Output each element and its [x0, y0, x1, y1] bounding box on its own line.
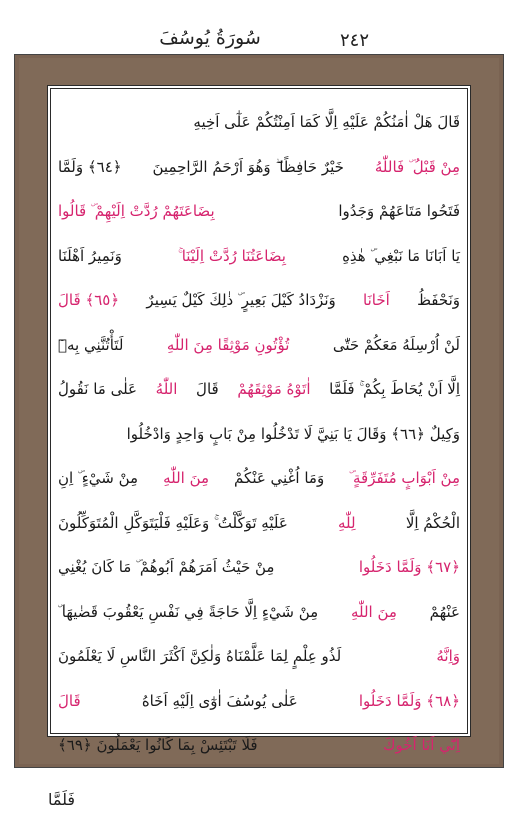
highlighted-text-segment: ﴿٦٧﴾ وَلَمَّا دَخَلُوا [358, 558, 460, 576]
text-line [58, 189, 460, 234]
text-segment: مِنْ شَيْءٍ ۜ اِنِ [58, 469, 139, 487]
text-segment: فَتَحُوا مَتَاعَهُمْ وَجَدُوا [338, 202, 460, 220]
text-segment: لَنْ اُرْسِلَهُ مَعَكُمْ حَتّٰى [332, 335, 460, 354]
text-line [58, 278, 460, 323]
highlighted-text-segment: بِضَاعَتُنَا رُدَّتْ اِلَيْنَا ۚ [177, 246, 286, 265]
text-segment: عَنْهُمْ [429, 602, 460, 621]
highlighted-text-segment: اللّٰهُ [155, 380, 178, 398]
text-line [58, 634, 460, 679]
text-line [58, 100, 460, 145]
text-segment: لَذُو عِلْمٍ لِمَا عَلَّمْنَاهُ وَلٰكِنَّ اَكْثَرَ النَّاسِ لَا يَعْلَمُونَ [58, 647, 342, 665]
highlighted-text-segment: اِنّٓي اَنَا اَخُوكَ [383, 736, 460, 754]
text-segment: الْحُكْمُ اِلَّا [405, 513, 460, 532]
text-line [58, 501, 460, 546]
text-segment: وَمَا اُغْنِي عَنْكُمْ [234, 469, 325, 487]
highlighted-text-segment: ﴿٦٨﴾ وَلَمَّا دَخَلُوا [358, 691, 460, 710]
catchword: فَلَمَّا [48, 790, 76, 809]
text-line [58, 723, 460, 768]
highlighted-text-segment: مِنَ اللّٰهِ [163, 469, 210, 487]
text-line [58, 234, 460, 279]
highlighted-text-segment: تُؤْتُونِ مَوْثِقًا مِنَ اللّٰهِ [166, 335, 290, 354]
text-segment: عَلٰى يُوسُفَ اٰوٰٓى اِلَيْهِ اَخَاهُ [141, 691, 298, 710]
text-segment: عَلَيْهِ تَوَكَّلْتُ ۚ وَعَلَيْهِ فَلْيَتَوَكَّلِ الْمُتَوَكِّلُونَ [58, 513, 288, 532]
text-line [58, 456, 460, 501]
text-line [58, 145, 460, 190]
highlighted-text-segment: اٰتَوْهُ مَوْثِقَهُمْ [237, 380, 311, 398]
text-segment: ﴿٦٤﴾ وَلَمَّا [58, 157, 122, 176]
quran-text-body [58, 100, 460, 768]
highlighted-text-segment: ﴿٦٥﴾ قَالَ [58, 291, 120, 309]
highlighted-text-segment: اَخَانَا [363, 291, 390, 309]
text-line [58, 367, 460, 412]
highlighted-text-segment: مِنْ اَبْوَابٍ مُتَفَرِّقَةٍ ۜ [349, 469, 460, 487]
text-segment: مِنْ حَيْثُ اَمَرَهُمْ اَبُوهُمْ ۜ مَا كَانَ يُغْنِي [58, 558, 275, 576]
highlighted-text-segment: مِنْ قَبْلُ ۜ فَاللّٰهُ [374, 157, 460, 176]
page-header [0, 0, 518, 60]
text-line [58, 590, 460, 635]
text-line [58, 679, 460, 724]
text-segment: وَنَمِيرُ اَهْلَنَا [58, 246, 122, 265]
page-number: ٢٤٢ [340, 30, 370, 51]
text-line [58, 412, 460, 457]
text-segment: عَلٰى مَا نَقُولُ [58, 380, 138, 398]
highlighted-text-segment: قَالَ [58, 691, 81, 710]
highlighted-text-segment: بِضَاعَتَهُمْ رُدَّتْ اِلَيْهِمْ ۜ قَالُوا [58, 202, 215, 220]
text-segment: وَنَزْدَادُ كَيْلَ بَعِيرٍ ۜ ذٰلِكَ كَيْلٌ يَسِيرٌ [146, 291, 336, 309]
text-line [58, 545, 460, 590]
text-line [58, 323, 460, 368]
text-segment: اِلَّا اَنْ يُحَاطَ بِكُمْ ۚ فَلَمَّا [329, 380, 460, 398]
text-segment: خَيْرٌ حَافِظًا ۖ وَهُوَ اَرْحَمُ الرَّاحِمِينَ [152, 157, 344, 176]
text-segment: قَالَ [196, 380, 219, 398]
text-segment: قَالَ هَلْ اٰمَنُكُمْ عَلَيْهِ اِلَّا كَمَا اَمِنْتُكُمْ عَلٰٓى اَخِيهِ [193, 113, 460, 131]
text-segment: وَنَحْفَظُ [417, 291, 460, 309]
text-segment: فَلَا تَبْتَئِسْ بِمَا كَانُوا يَعْمَلُونَ ﴿٦٩﴾ [58, 736, 258, 754]
text-segment: وَكِيلٌ ﴿٦٦﴾ وَقَالَ يَا بَنِيَّ لَا تَدْخُلُوا مِنْ بَابٍ وَاحِدٍ وَادْخُلُوا [126, 424, 460, 443]
highlighted-text-segment: لِلّٰهِ [338, 513, 356, 532]
highlighted-text-segment: مِنَ اللّٰهِ [350, 602, 397, 621]
text-segment: يَا اَبَانَا مَا نَبْغِي ۜ هٰذِهِ [342, 246, 460, 265]
surah-title: سُورَةُ يُوسُفَ [159, 27, 261, 49]
text-segment: مِنْ شَيْءٍ اِلَّا حَاجَةً فِي نَفْسِ يَعْقُوبَ قَضٰيهَا ۜ [58, 602, 319, 621]
text-segment: لَتَأْتُنَّنِي بِهٖٓ [58, 335, 124, 354]
highlighted-text-segment: وَاِنَّهُ [436, 647, 460, 665]
